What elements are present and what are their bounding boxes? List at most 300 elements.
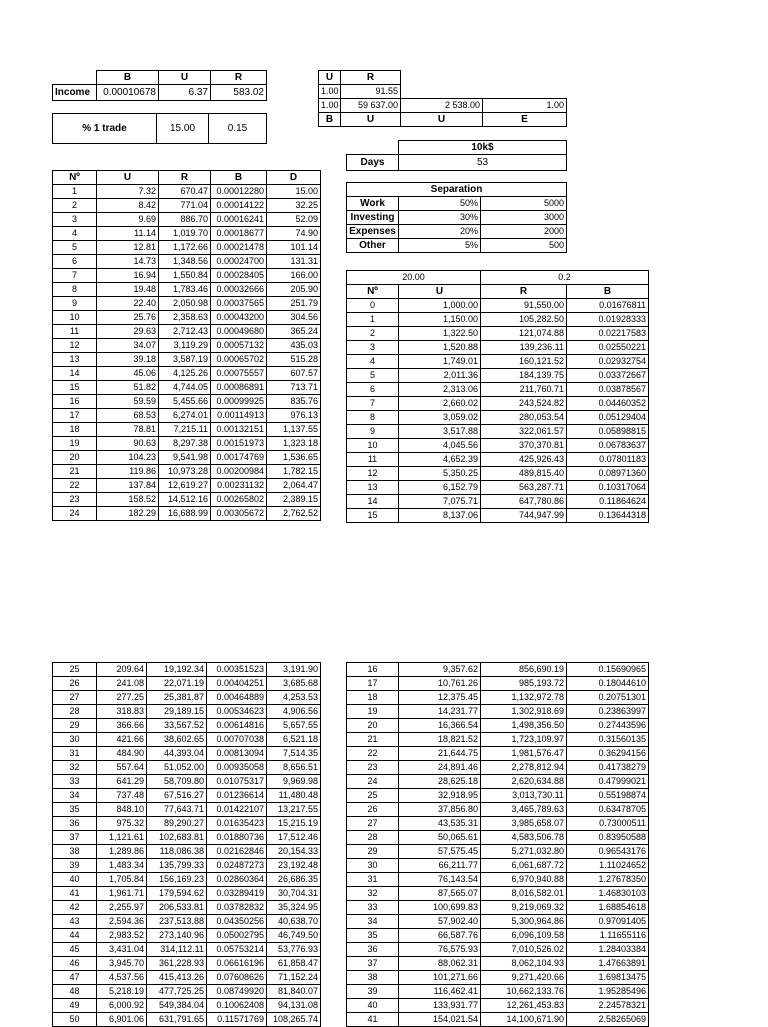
- table-cell[interactable]: 1.27678350: [567, 873, 649, 887]
- days-value[interactable]: 53: [399, 155, 567, 171]
- table-cell[interactable]: 886.70: [159, 213, 211, 227]
- table-cell[interactable]: 2,313.06: [399, 383, 481, 397]
- table-cell[interactable]: 2,011.36: [399, 369, 481, 383]
- table-cell[interactable]: 1,302,918.69: [481, 705, 567, 719]
- table-cell[interactable]: 81,840.07: [267, 985, 321, 999]
- table-cell[interactable]: 30,704.31: [267, 887, 321, 901]
- table-cell[interactable]: 15,215.19: [267, 817, 321, 831]
- table-cell[interactable]: 1,019.70: [159, 227, 211, 241]
- table-cell[interactable]: 318.83: [97, 705, 147, 719]
- table-cell[interactable]: 1,483.34: [97, 859, 147, 873]
- table-cell[interactable]: 133,931.77: [399, 999, 481, 1013]
- table-cell[interactable]: 4,652.39: [399, 453, 481, 467]
- table-cell[interactable]: 22,071.19: [147, 677, 207, 691]
- trade-value[interactable]: 15.00: [157, 114, 209, 144]
- table-cell[interactable]: 3,587.19: [159, 353, 211, 367]
- table-cell[interactable]: 848.10: [97, 803, 147, 817]
- table-cell[interactable]: 1,498,356.50: [481, 719, 567, 733]
- table-cell[interactable]: 975.32: [97, 817, 147, 831]
- table-cell[interactable]: 38,602.65: [147, 733, 207, 747]
- income-r-value[interactable]: 583.02: [211, 85, 267, 101]
- table-cell[interactable]: 131.31: [267, 255, 321, 269]
- table-cell[interactable]: 14,231.77: [399, 705, 481, 719]
- table-cell[interactable]: 1,121.61: [97, 831, 147, 845]
- table-cell[interactable]: 0.02550221: [567, 341, 649, 355]
- table-cell[interactable]: 0.00404251: [207, 677, 267, 691]
- table-cell[interactable]: 1.28403384: [567, 943, 649, 957]
- table-cell[interactable]: 243,524.82: [481, 397, 567, 411]
- table-cell[interactable]: 13,217.55: [267, 803, 321, 817]
- table-cell[interactable]: 1,961.71: [97, 887, 147, 901]
- table-cell[interactable]: 1,322.50: [399, 327, 481, 341]
- table-cell[interactable]: 8.42: [97, 199, 159, 213]
- table-cell[interactable]: 0.02860364: [207, 873, 267, 887]
- table-cell[interactable]: 16.94: [97, 269, 159, 283]
- table-cell[interactable]: 9,541.98: [159, 451, 211, 465]
- table-cell[interactable]: 6,061,687.72: [481, 859, 567, 873]
- table-cell[interactable]: 3,985,658.07: [481, 817, 567, 831]
- separation-pct[interactable]: 20%: [399, 225, 481, 239]
- table-cell[interactable]: 0.15690965: [567, 663, 649, 677]
- table-cell[interactable]: 104.23: [97, 451, 159, 465]
- table-cell[interactable]: 0.97091405: [567, 915, 649, 929]
- table-cell[interactable]: 4,583,506.78: [481, 831, 567, 845]
- table-cell[interactable]: 25.76: [97, 311, 159, 325]
- table-cell[interactable]: 2.58265069: [567, 1013, 649, 1027]
- table-cell[interactable]: 0.03372667: [567, 369, 649, 383]
- table-cell[interactable]: 477,725.25: [147, 985, 207, 999]
- table-cell[interactable]: 0.08971360: [567, 467, 649, 481]
- income-b-value[interactable]: 0.00010678: [97, 85, 159, 101]
- table-cell[interactable]: 2,712.43: [159, 325, 211, 339]
- table-cell[interactable]: 89,290.27: [147, 817, 207, 831]
- table-cell[interactable]: 58,709.80: [147, 775, 207, 789]
- table-cell[interactable]: 14,100,671.90: [481, 1013, 567, 1027]
- table-cell[interactable]: 0.55198874: [567, 789, 649, 803]
- table-cell[interactable]: 66,587.76: [399, 929, 481, 943]
- separation-pct[interactable]: 5%: [399, 239, 481, 253]
- table-cell[interactable]: 12,619.27: [159, 479, 211, 493]
- table-cell[interactable]: 304.56: [267, 311, 321, 325]
- table-cell[interactable]: 6,901.06: [97, 1013, 147, 1027]
- table-cell[interactable]: 280,053.54: [481, 411, 567, 425]
- table-cell[interactable]: 515.28: [267, 353, 321, 367]
- table-cell[interactable]: 5,455.66: [159, 395, 211, 409]
- table-cell[interactable]: 0.00935058: [207, 761, 267, 775]
- table-cell[interactable]: 484.90: [97, 747, 147, 761]
- table-cell[interactable]: 0.00018677: [211, 227, 267, 241]
- table-cell[interactable]: 2,278,812.94: [481, 761, 567, 775]
- table-cell[interactable]: 184,139.75: [481, 369, 567, 383]
- table-cell[interactable]: 1.47663891: [567, 957, 649, 971]
- table-cell[interactable]: 2,050.98: [159, 297, 211, 311]
- table-cell[interactable]: 116,462.41: [399, 985, 481, 999]
- table-cell[interactable]: 370,370.81: [481, 439, 567, 453]
- table-cell[interactable]: 3,685.68: [267, 677, 321, 691]
- table-cell[interactable]: 607.57: [267, 367, 321, 381]
- table-cell[interactable]: 16,688.99: [159, 507, 211, 521]
- ur-cell[interactable]: 1.00: [319, 99, 341, 113]
- table-cell[interactable]: 15.00: [267, 185, 321, 199]
- table-cell[interactable]: 0.73000511: [567, 817, 649, 831]
- table-cell[interactable]: 6,152.79: [399, 481, 481, 495]
- table-cell[interactable]: 105,282.50: [481, 313, 567, 327]
- table-cell[interactable]: 0.10317064: [567, 481, 649, 495]
- table-cell[interactable]: 8,137.06: [399, 509, 481, 523]
- table-cell[interactable]: 0.00174769: [211, 451, 267, 465]
- table-cell[interactable]: 0.08749920: [207, 985, 267, 999]
- table-cell[interactable]: 7,010,526.02: [481, 943, 567, 957]
- ur-cell[interactable]: 1.00: [483, 99, 567, 113]
- table-cell[interactable]: 0.02932754: [567, 355, 649, 369]
- ur-cell[interactable]: 2 538.00: [401, 99, 483, 113]
- table-cell[interactable]: 0.96543176: [567, 845, 649, 859]
- table-cell[interactable]: 3,119.29: [159, 339, 211, 353]
- table-cell[interactable]: 14,512.16: [159, 493, 211, 507]
- table-cell[interactable]: 76,575.93: [399, 943, 481, 957]
- table-cell[interactable]: 1,981,576.47: [481, 747, 567, 761]
- ur-cell[interactable]: 59 637.00: [341, 99, 401, 113]
- table-cell[interactable]: 28,625.18: [399, 775, 481, 789]
- table-cell[interactable]: 361,228.93: [147, 957, 207, 971]
- separation-pct[interactable]: 30%: [399, 211, 481, 225]
- table-cell[interactable]: 1,132,972.78: [481, 691, 567, 705]
- table-cell[interactable]: 119.86: [97, 465, 159, 479]
- separation-amount[interactable]: 500: [481, 239, 567, 253]
- table-cell[interactable]: 3,013,730.11: [481, 789, 567, 803]
- table-cell[interactable]: 0.00464889: [207, 691, 267, 705]
- table-cell[interactable]: 0.18044610: [567, 677, 649, 691]
- table-cell[interactable]: 12.81: [97, 241, 159, 255]
- table-cell[interactable]: 771.04: [159, 199, 211, 213]
- table-cell[interactable]: 0.00265802: [211, 493, 267, 507]
- table-cell[interactable]: 0.11864624: [567, 495, 649, 509]
- separation-amount[interactable]: 3000: [481, 211, 567, 225]
- table-cell[interactable]: 17,512.46: [267, 831, 321, 845]
- table-cell[interactable]: 0.05002795: [207, 929, 267, 943]
- table-cell[interactable]: 2,983.52: [97, 929, 147, 943]
- table-cell[interactable]: 9.69: [97, 213, 159, 227]
- table-cell[interactable]: 1,323.18: [267, 437, 321, 451]
- table-cell[interactable]: 9,357.62: [399, 663, 481, 677]
- table-cell[interactable]: 74.90: [267, 227, 321, 241]
- table-cell[interactable]: 182.29: [97, 507, 159, 521]
- table-cell[interactable]: 43,535.31: [399, 817, 481, 831]
- table-cell[interactable]: 57,902.40: [399, 915, 481, 929]
- table-cell[interactable]: 20,154.33: [267, 845, 321, 859]
- table-cell[interactable]: 209.64: [97, 663, 147, 677]
- table-cell[interactable]: 0.00043200: [211, 311, 267, 325]
- table-cell[interactable]: 0.00151973: [211, 437, 267, 451]
- table-cell[interactable]: 3,465,789.63: [481, 803, 567, 817]
- table-cell[interactable]: 6,521.18: [267, 733, 321, 747]
- table-cell[interactable]: 32.25: [267, 199, 321, 213]
- table-cell[interactable]: 1,520.88: [399, 341, 481, 355]
- table-cell[interactable]: 713.71: [267, 381, 321, 395]
- table-cell[interactable]: 0.00114913: [211, 409, 267, 423]
- table-cell[interactable]: 59.59: [97, 395, 159, 409]
- table-cell[interactable]: 0.07608626: [207, 971, 267, 985]
- separation-amount[interactable]: 5000: [481, 197, 567, 211]
- table-cell[interactable]: 101.14: [267, 241, 321, 255]
- table-cell[interactable]: 835.76: [267, 395, 321, 409]
- table-cell[interactable]: 46,749.50: [267, 929, 321, 943]
- table-cell[interactable]: 0.00614816: [207, 719, 267, 733]
- table-cell[interactable]: 12,261,453.83: [481, 999, 567, 1013]
- table-cell[interactable]: 34.07: [97, 339, 159, 353]
- table-cell[interactable]: 0.05898815: [567, 425, 649, 439]
- table-cell[interactable]: 0.02162846: [207, 845, 267, 859]
- table-cell[interactable]: 4,045.56: [399, 439, 481, 453]
- table-cell[interactable]: 7,514.35: [267, 747, 321, 761]
- table-cell[interactable]: 29.63: [97, 325, 159, 339]
- table-cell[interactable]: 976.13: [267, 409, 321, 423]
- table-cell[interactable]: 40,638.70: [267, 915, 321, 929]
- table-cell[interactable]: 0.02217583: [567, 327, 649, 341]
- table-cell[interactable]: 0.01422107: [207, 803, 267, 817]
- table-cell[interactable]: 435.03: [267, 339, 321, 353]
- table-cell[interactable]: 0.00707038: [207, 733, 267, 747]
- table-cell[interactable]: 0.06783637: [567, 439, 649, 453]
- table-cell[interactable]: 71,152.24: [267, 971, 321, 985]
- table-cell[interactable]: 9,219,069.32: [481, 901, 567, 915]
- table-cell[interactable]: 101,271.66: [399, 971, 481, 985]
- table-cell[interactable]: 557.64: [97, 761, 147, 775]
- table-cell[interactable]: 563,287.71: [481, 481, 567, 495]
- table-cell[interactable]: 2,358.63: [159, 311, 211, 325]
- table-cell[interactable]: 205.90: [267, 283, 321, 297]
- table-cell[interactable]: 135,799.33: [147, 859, 207, 873]
- table-cell[interactable]: 277.25: [97, 691, 147, 705]
- table-cell[interactable]: 0.07801183: [567, 453, 649, 467]
- table-cell[interactable]: 14.73: [97, 255, 159, 269]
- table-cell[interactable]: 11.14: [97, 227, 159, 241]
- table-cell[interactable]: 19.48: [97, 283, 159, 297]
- table-cell[interactable]: 0.01676811: [567, 299, 649, 313]
- table-cell[interactable]: 7,075.71: [399, 495, 481, 509]
- table-cell[interactable]: 0.00032666: [211, 283, 267, 297]
- table-cell[interactable]: 1,172.66: [159, 241, 211, 255]
- table-cell[interactable]: 102,683.81: [147, 831, 207, 845]
- table-cell[interactable]: 1,749.01: [399, 355, 481, 369]
- table-cell[interactable]: 1.11655116: [567, 929, 649, 943]
- right-top-value[interactable]: 0.2: [481, 271, 649, 285]
- table-cell[interactable]: 0.03782832: [207, 901, 267, 915]
- table-cell[interactable]: 57,575.45: [399, 845, 481, 859]
- table-cell[interactable]: 0.01075317: [207, 775, 267, 789]
- table-cell[interactable]: 0.00200984: [211, 465, 267, 479]
- table-cell[interactable]: 1.11024652: [567, 859, 649, 873]
- table-cell[interactable]: 0.00813094: [207, 747, 267, 761]
- table-cell[interactable]: 0.03289419: [207, 887, 267, 901]
- table-cell[interactable]: 179,594.62: [147, 887, 207, 901]
- table-cell[interactable]: 3,431.04: [97, 943, 147, 957]
- table-cell[interactable]: 76,143.54: [399, 873, 481, 887]
- table-cell[interactable]: 0.00534623: [207, 705, 267, 719]
- table-cell[interactable]: 51.82: [97, 381, 159, 395]
- table-cell[interactable]: 6,274.01: [159, 409, 211, 423]
- ur-cell[interactable]: 91.55: [341, 85, 401, 99]
- table-cell[interactable]: 211,760.71: [481, 383, 567, 397]
- table-cell[interactable]: 137.84: [97, 479, 159, 493]
- table-cell[interactable]: 314,112.11: [147, 943, 207, 957]
- table-cell[interactable]: 0.13644318: [567, 509, 649, 523]
- table-cell[interactable]: 0.00021478: [211, 241, 267, 255]
- table-cell[interactable]: 52.09: [267, 213, 321, 227]
- table-cell[interactable]: 1,705.84: [97, 873, 147, 887]
- table-cell[interactable]: 0.00065702: [211, 353, 267, 367]
- table-cell[interactable]: 8,656.51: [267, 761, 321, 775]
- table-cell[interactable]: 0.05129404: [567, 411, 649, 425]
- ur-cell[interactable]: 1.00: [319, 85, 341, 99]
- table-cell[interactable]: 2,064.47: [267, 479, 321, 493]
- table-cell[interactable]: 53,776.93: [267, 943, 321, 957]
- table-cell[interactable]: 5,218.19: [97, 985, 147, 999]
- table-cell[interactable]: 68.53: [97, 409, 159, 423]
- table-cell[interactable]: 118,086.38: [147, 845, 207, 859]
- table-cell[interactable]: 2,620,634.88: [481, 775, 567, 789]
- table-cell[interactable]: 647,780.86: [481, 495, 567, 509]
- table-cell[interactable]: 5,657.55: [267, 719, 321, 733]
- table-cell[interactable]: 5,300,964.86: [481, 915, 567, 929]
- table-cell[interactable]: 0.00231132: [211, 479, 267, 493]
- table-cell[interactable]: 1.69813475: [567, 971, 649, 985]
- table-cell[interactable]: 0.11571769: [207, 1013, 267, 1027]
- table-cell[interactable]: 21,644.75: [399, 747, 481, 761]
- table-cell[interactable]: 37,856.80: [399, 803, 481, 817]
- table-cell[interactable]: 29,189.15: [147, 705, 207, 719]
- table-cell[interactable]: 0.00016241: [211, 213, 267, 227]
- table-cell[interactable]: 156,169.23: [147, 873, 207, 887]
- separation-pct[interactable]: 50%: [399, 197, 481, 211]
- table-cell[interactable]: 4,906.56: [267, 705, 321, 719]
- right-top-value[interactable]: 20.00: [347, 271, 481, 285]
- table-cell[interactable]: 10,973.28: [159, 465, 211, 479]
- table-cell[interactable]: 78.81: [97, 423, 159, 437]
- table-cell[interactable]: 0.23863997: [567, 705, 649, 719]
- table-cell[interactable]: 24,891.46: [399, 761, 481, 775]
- table-cell[interactable]: 8,297.38: [159, 437, 211, 451]
- trade-fraction[interactable]: 0.15: [209, 114, 267, 144]
- table-cell[interactable]: 94,131.08: [267, 999, 321, 1013]
- table-cell[interactable]: 0.05753214: [207, 943, 267, 957]
- table-cell[interactable]: 0.20751301: [567, 691, 649, 705]
- table-cell[interactable]: 35,324.95: [267, 901, 321, 915]
- table-cell[interactable]: 61,858.47: [267, 957, 321, 971]
- table-cell[interactable]: 50,065.61: [399, 831, 481, 845]
- table-cell[interactable]: 10,761.26: [399, 677, 481, 691]
- table-cell[interactable]: 366.66: [97, 719, 147, 733]
- table-cell[interactable]: 158.52: [97, 493, 159, 507]
- table-cell[interactable]: 88,062.31: [399, 957, 481, 971]
- table-cell[interactable]: 0.01635423: [207, 817, 267, 831]
- table-cell[interactable]: 1,289.86: [97, 845, 147, 859]
- table-cell[interactable]: 1,137.55: [267, 423, 321, 437]
- table-cell[interactable]: 0.00086891: [211, 381, 267, 395]
- table-cell[interactable]: 415,413.26: [147, 971, 207, 985]
- table-cell[interactable]: 2.24578321: [567, 999, 649, 1013]
- table-cell[interactable]: 0.00075557: [211, 367, 267, 381]
- table-cell[interactable]: 425,926.43: [481, 453, 567, 467]
- table-cell[interactable]: 77,643.71: [147, 803, 207, 817]
- table-cell[interactable]: 0.00049680: [211, 325, 267, 339]
- table-cell[interactable]: 1,536.65: [267, 451, 321, 465]
- table-cell[interactable]: 100,699.83: [399, 901, 481, 915]
- table-cell[interactable]: 154,021.54: [399, 1013, 481, 1027]
- table-cell[interactable]: 856,690.19: [481, 663, 567, 677]
- table-cell[interactable]: 5,271,032.80: [481, 845, 567, 859]
- table-cell[interactable]: 6,970,940.88: [481, 873, 567, 887]
- table-cell[interactable]: 1,000.00: [399, 299, 481, 313]
- table-cell[interactable]: 322,061.57: [481, 425, 567, 439]
- table-cell[interactable]: 1,550.84: [159, 269, 211, 283]
- table-cell[interactable]: 4,125.26: [159, 367, 211, 381]
- table-cell[interactable]: 421.66: [97, 733, 147, 747]
- table-cell[interactable]: 0.00099925: [211, 395, 267, 409]
- table-cell[interactable]: 0.06616196: [207, 957, 267, 971]
- table-cell[interactable]: 2,255.97: [97, 901, 147, 915]
- table-cell[interactable]: 1,782.15: [267, 465, 321, 479]
- table-cell[interactable]: 87,565.07: [399, 887, 481, 901]
- table-cell[interactable]: 2,660.02: [399, 397, 481, 411]
- table-cell[interactable]: 25,381.87: [147, 691, 207, 705]
- table-cell[interactable]: 1.46830103: [567, 887, 649, 901]
- table-cell[interactable]: 2,389.15: [267, 493, 321, 507]
- table-cell[interactable]: 19,192.34: [147, 663, 207, 677]
- table-cell[interactable]: 1,783.46: [159, 283, 211, 297]
- table-cell[interactable]: 0.00351523: [207, 663, 267, 677]
- table-cell[interactable]: 9,969.98: [267, 775, 321, 789]
- table-cell[interactable]: 160,121.52: [481, 355, 567, 369]
- table-cell[interactable]: 7.32: [97, 185, 159, 199]
- table-cell[interactable]: 0.63478705: [567, 803, 649, 817]
- table-cell[interactable]: 0.00037565: [211, 297, 267, 311]
- table-cell[interactable]: 33,567.52: [147, 719, 207, 733]
- table-cell[interactable]: 121,074.88: [481, 327, 567, 341]
- table-cell[interactable]: 8,062,104.93: [481, 957, 567, 971]
- table-cell[interactable]: 0.00057132: [211, 339, 267, 353]
- table-cell[interactable]: 251.79: [267, 297, 321, 311]
- table-cell[interactable]: 0.04350256: [207, 915, 267, 929]
- table-cell[interactable]: 0.83950588: [567, 831, 649, 845]
- table-cell[interactable]: 1.68854618: [567, 901, 649, 915]
- table-cell[interactable]: 0.03878567: [567, 383, 649, 397]
- table-cell[interactable]: 206,533.81: [147, 901, 207, 915]
- table-cell[interactable]: 4,537.56: [97, 971, 147, 985]
- table-cell[interactable]: 0.04460352: [567, 397, 649, 411]
- table-cell[interactable]: 0.41738279: [567, 761, 649, 775]
- table-cell[interactable]: 0.02487273: [207, 859, 267, 873]
- table-cell[interactable]: 4,744.05: [159, 381, 211, 395]
- table-cell[interactable]: 985,193.72: [481, 677, 567, 691]
- table-cell[interactable]: 39.18: [97, 353, 159, 367]
- table-cell[interactable]: 23,192.48: [267, 859, 321, 873]
- table-cell[interactable]: 0.01236614: [207, 789, 267, 803]
- table-cell[interactable]: 4,253.53: [267, 691, 321, 705]
- table-cell[interactable]: 549,384.04: [147, 999, 207, 1013]
- table-cell[interactable]: 9,271,420.66: [481, 971, 567, 985]
- table-cell[interactable]: 90.63: [97, 437, 159, 451]
- table-cell[interactable]: 1,348.56: [159, 255, 211, 269]
- table-cell[interactable]: 6,000.92: [97, 999, 147, 1013]
- table-cell[interactable]: 744,947.99: [481, 509, 567, 523]
- table-cell[interactable]: 670.47: [159, 185, 211, 199]
- table-cell[interactable]: 365.24: [267, 325, 321, 339]
- table-cell[interactable]: 3,191.90: [267, 663, 321, 677]
- table-cell[interactable]: 67,516.27: [147, 789, 207, 803]
- table-cell[interactable]: 0.36294156: [567, 747, 649, 761]
- table-cell[interactable]: 0.31560135: [567, 733, 649, 747]
